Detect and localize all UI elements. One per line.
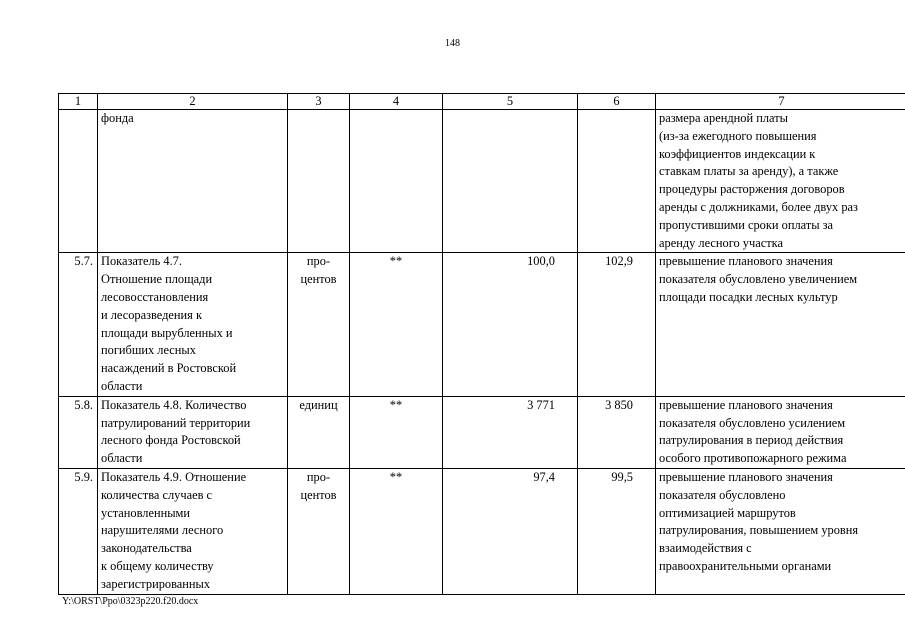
table-row (59, 396, 905, 468)
indicator-cell-line: патрулирований территории (101, 415, 251, 430)
indicator-cell-line: количества случаев с (101, 487, 213, 502)
reason-cell-line: превышение планового значения (659, 469, 833, 484)
unit-cell (288, 110, 350, 253)
reason-cell-line: оптимизацией маршрутов (659, 505, 796, 520)
table-row (59, 253, 905, 396)
indicator-cell-line: лесовосстановления (101, 289, 209, 304)
plan-cell: ** (350, 396, 443, 468)
reason-cell-line: ставкам платы за аренду), а также (659, 164, 839, 179)
header-col-7: 7 (656, 94, 905, 110)
target-value-cell: 100,0 (443, 253, 578, 396)
reason-cell-line: показателя обусловлено усилением (659, 415, 846, 430)
indicator-cell-line: и лесоразведения к (101, 307, 203, 322)
reason-cell-line: площади посадки лесных культур (659, 289, 838, 304)
indicator-cell-line: к общему количеству (101, 558, 214, 573)
row-number-cell: 5.7. (59, 253, 98, 396)
header-col-4: 4 (350, 94, 443, 110)
reason-cell-line: пропустившими сроки оплаты за (659, 217, 834, 232)
indicator-cell-line: лесного фонда Ростовской (101, 433, 241, 448)
indicator-cell-line: Показатель 4.7. (101, 254, 182, 269)
reason-cell-line: аренду лесного участка (659, 235, 783, 250)
indicator-cell-line: нарушителями лесного (101, 523, 224, 538)
table-body (59, 110, 905, 595)
file-path-footer: Y:\ORST\Ppo\0323p220.f20.docx (62, 596, 199, 607)
row-number-cell: 5.8. (59, 396, 98, 468)
reason-cell-line: патрулирования, повышением уровня (659, 523, 859, 538)
indicator-cell-line: области (101, 451, 143, 466)
unit-cell-line: единиц (299, 397, 338, 412)
page-number: 148 (445, 38, 460, 49)
table-row (59, 110, 905, 253)
indicator-cell (98, 396, 288, 468)
plan-cell: ** (350, 468, 443, 594)
row-number-cell (59, 110, 98, 253)
actual-value-cell (578, 110, 656, 253)
header-col-2: 2 (98, 94, 288, 110)
table-header-row (59, 94, 905, 110)
target-value-cell (443, 110, 578, 253)
header-col-5: 5 (443, 94, 578, 110)
unit-cell-line: центов (300, 487, 337, 502)
target-value-cell: 3 771 (443, 396, 578, 468)
actual-value-cell: 3 850 (578, 396, 656, 468)
reason-cell-line: размера арендной платы (659, 111, 788, 125)
reason-cell-line: патрулирования в период действия (659, 433, 844, 448)
header-col-1: 1 (59, 94, 98, 110)
row-number-cell: 5.9. (59, 468, 98, 594)
target-value-cell: 97,4 (443, 468, 578, 594)
indicator-cell-line: установленными (101, 505, 191, 520)
reason-cell (656, 468, 905, 594)
reason-cell-line: (из-за ежегодного повышения (659, 128, 817, 143)
actual-value-cell: 102,9 (578, 253, 656, 396)
reason-cell-line: взаимодействия с (659, 541, 752, 556)
reason-cell (656, 253, 905, 396)
plan-cell (350, 110, 443, 253)
indicator-cell-line: площади вырубленных и (101, 325, 233, 340)
indicator-cell-line: области (101, 378, 143, 393)
unit-cell-line: центов (300, 272, 337, 287)
unit-cell (288, 253, 350, 396)
reason-cell-line: особого противопожарного режима (659, 451, 847, 466)
header-col-3: 3 (288, 94, 350, 110)
indicator-cell-line: погибших лесных (101, 343, 196, 358)
indicator-cell-line: Показатель 4.8. Количество (101, 397, 247, 412)
unit-cell (288, 396, 350, 468)
indicator-cell-line: фонда (101, 111, 134, 125)
plan-cell: ** (350, 253, 443, 396)
indicator-cell (98, 468, 288, 594)
reason-cell-line: коэффициентов индексации к (659, 146, 816, 161)
reason-cell-line: показателя обусловлено (659, 487, 786, 502)
indicator-cell-line: законодательства (101, 541, 192, 556)
unit-cell-line: про- (306, 254, 331, 269)
indicator-cell-line: насаждений в Ростовской (101, 361, 237, 376)
unit-cell-line: про- (306, 469, 331, 484)
indicator-cell-line: зарегистрированных (101, 576, 211, 591)
reason-cell-line: превышение планового значения (659, 397, 833, 412)
reason-cell (656, 396, 905, 468)
reason-cell-line: аренды с должниками, более двух раз (659, 199, 858, 214)
actual-value-cell: 99,5 (578, 468, 656, 594)
indicator-cell (98, 253, 288, 396)
indicator-cell-line: Показатель 4.9. Отношение (101, 469, 247, 484)
indicator-cell-line: Отношение площади (101, 272, 213, 287)
reason-cell (656, 110, 905, 253)
report-table (58, 93, 905, 595)
unit-cell (288, 468, 350, 594)
reason-cell-line: процедуры расторжения договоров (659, 182, 845, 197)
table-row (59, 468, 905, 594)
reason-cell-line: правоохранительными органами (659, 558, 832, 573)
reason-cell-line: превышение планового значения (659, 254, 833, 269)
header-col-6: 6 (578, 94, 656, 110)
indicator-cell (98, 110, 288, 253)
reason-cell-line: показателя обусловлено увеличением (659, 272, 858, 287)
